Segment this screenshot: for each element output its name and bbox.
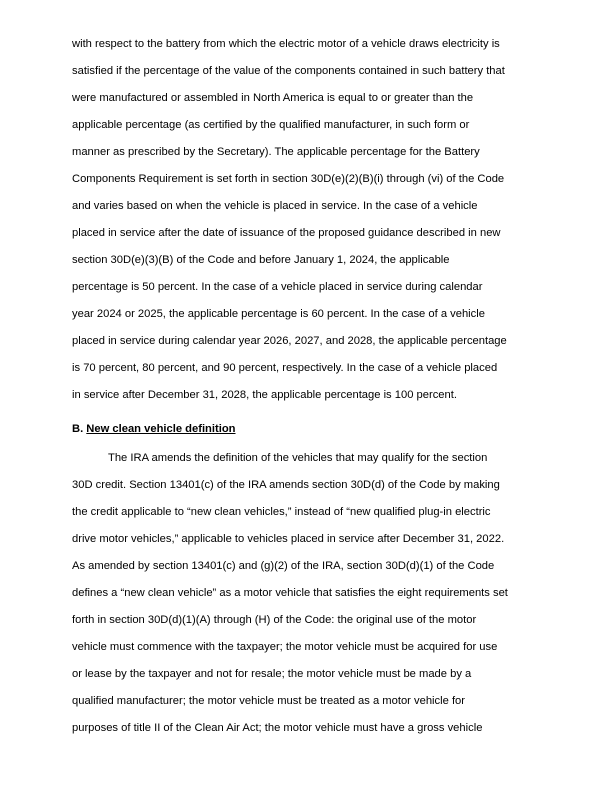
paragraph-line: is 70 percent, 80 percent, and 90 percent, respectively. In the case of a vehicle placed — [72, 362, 498, 374]
section-heading-title: New clean vehicle definition — [86, 423, 236, 435]
section-heading-label: B. — [72, 423, 84, 435]
paragraph-line: manner as prescribed by the Secretary). The applicable percentage for the Battery — [72, 146, 480, 158]
paragraph-line: and varies based on when the vehicle is placed in service. In the case of a vehicle — [72, 200, 478, 212]
paragraph-line: The IRA amends the definition of the vehicles that may qualify for the section — [108, 452, 488, 464]
paragraph-line: defines a “new clean vehicle” as a motor vehicle that satisfies the eight requirements set — [72, 587, 508, 599]
paragraph-line: were manufactured or assembled in North America is equal to or greater than the — [72, 92, 474, 104]
paragraph-line: purposes of title II of the Clean Air Act; the motor vehicle must have a gross vehicle — [72, 722, 483, 734]
paragraph-line: applicable percentage (as certified by the qualified manufacturer, in such form or — [72, 119, 470, 131]
paragraph-line: Components Requirement is set forth in section 30D(e)(2)(B)(i) through (vi) of the Code — [72, 173, 505, 185]
paragraph-line: percentage is 50 percent. In the case of a vehicle placed in service during calendar — [72, 281, 483, 293]
paragraph-line: year 2024 or 2025, the applicable percentage is 60 percent. In the case of a vehicle — [72, 308, 485, 320]
paragraph-line: or lease by the taxpayer and not for resale; the motor vehicle must be made by a — [72, 668, 472, 680]
paragraph-line: 30D credit. Section 13401(c) of the IRA amends section 30D(d) of the Code by making — [72, 479, 500, 491]
paragraph-line: As amended by section 13401(c) and (g)(2) of the IRA, section 30D(d)(1) of the Code — [72, 560, 495, 572]
paragraph-line: placed in service during calendar year 2026, 2027, and 2028, the applicable percentage — [72, 335, 507, 347]
paragraph-line: with respect to the battery from which the electric motor of a vehicle draws electricity is — [72, 38, 500, 50]
paragraph-line: satisfied if the percentage of the value of the components contained in such battery that — [72, 65, 505, 77]
section-heading — [72, 422, 236, 436]
paragraph-line: forth in section 30D(d)(1)(A) through (H) of the Code: the original use of the motor — [72, 614, 477, 626]
paragraph-line: vehicle must commence with the taxpayer; the motor vehicle must be acquired for use — [72, 641, 498, 653]
paragraph-line: section 30D(e)(3)(B) of the Code and before January 1, 2024, the applicable — [72, 254, 450, 266]
paragraph-line: qualified manufacturer; the motor vehicle must be treated as a motor vehicle for — [72, 695, 465, 707]
paragraph-line: in service after December 31, 2028, the applicable percentage is 100 percent. — [72, 389, 457, 401]
paragraph-line: placed in service after the date of issuance of the proposed guidance described in new — [72, 227, 501, 239]
paragraph-line: the credit applicable to “new clean vehicles,” instead of “new qualified plug-in electric — [72, 506, 491, 518]
paragraph-line: drive motor vehicles,” applicable to vehicles placed in service after December 31, 2022. — [72, 533, 505, 545]
